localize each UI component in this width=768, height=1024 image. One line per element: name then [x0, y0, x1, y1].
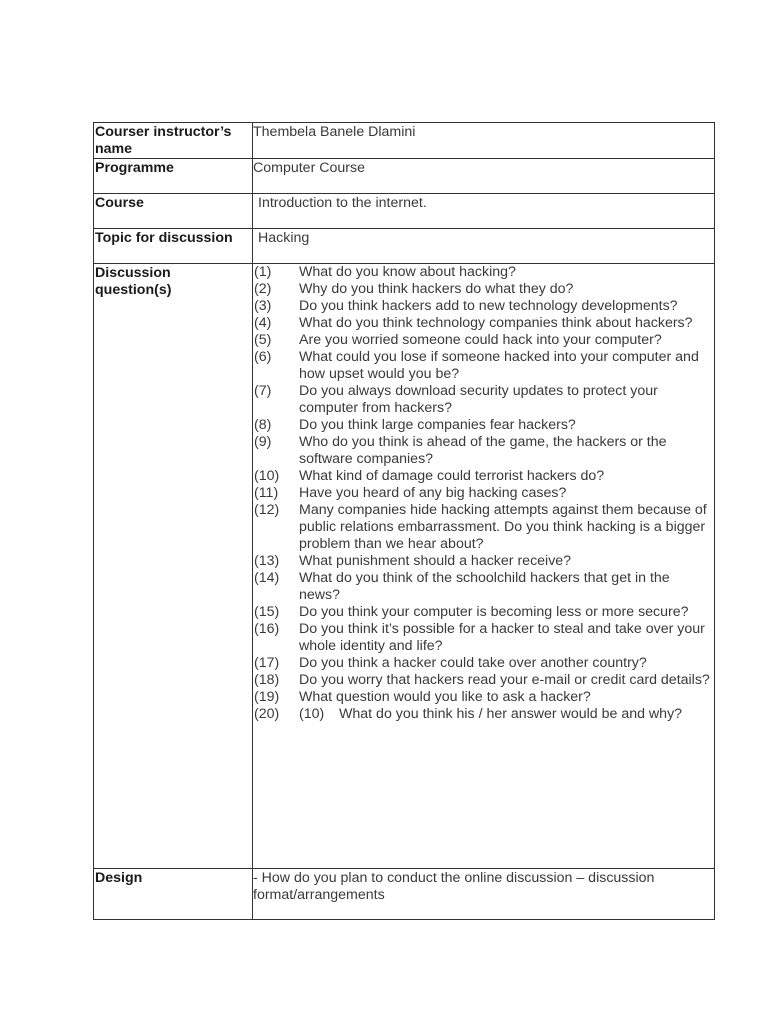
- question-number: (13): [254, 553, 280, 569]
- question-text: Who do you think is ahead of the game, the hackers or the software companies?: [299, 434, 667, 467]
- question-text: What do you know about hacking?: [299, 264, 516, 280]
- question-text: What kind of damage could terrorist hackers do?: [299, 468, 605, 484]
- question-number: (6): [254, 349, 272, 365]
- question-text: Do you think large companies fear hackers?: [299, 417, 576, 433]
- question-number: (7): [254, 383, 272, 399]
- question-item: [253, 264, 712, 281]
- design-label: Design: [94, 869, 253, 920]
- question-text: Do you always download security updates to protect your computer from hackers?: [299, 383, 658, 416]
- question-item: [253, 383, 712, 417]
- question-item: [253, 553, 712, 570]
- question-item: [253, 502, 712, 553]
- question-item: [253, 349, 712, 383]
- question-number: (14): [254, 570, 280, 586]
- question-text: What do you think of the schoolchild hackers that get in the news?: [299, 570, 670, 603]
- question-item: [253, 485, 712, 502]
- question-text: Do you think your computer is becoming less or more secure?: [299, 604, 689, 620]
- question-item: [253, 621, 712, 655]
- instructor-label: Courser instructor’s name: [94, 123, 253, 159]
- question-number: (18): [254, 672, 280, 688]
- question-number: (5): [254, 332, 272, 348]
- question-text: Have you heard of any big hacking cases?: [299, 485, 567, 501]
- question-item: [253, 655, 712, 672]
- topic-row: [94, 229, 715, 264]
- question-number: (11): [254, 485, 279, 501]
- question-item: [253, 468, 712, 485]
- question-item: [253, 298, 712, 315]
- question-item: [253, 570, 712, 604]
- course-plan-table: [93, 122, 715, 920]
- course-row: [94, 194, 715, 229]
- question-text: What do you think technology companies think about hackers?: [299, 315, 693, 331]
- question-text: What punishment should a hacker receive?: [299, 553, 572, 569]
- question-list: [253, 264, 712, 723]
- programme-label: Programme: [94, 159, 253, 194]
- instructor-name: Thembela Banele Dlamini: [253, 123, 715, 159]
- question-item: [253, 332, 712, 349]
- question-text: Are you worried someone could hack into your computer?: [299, 332, 662, 348]
- design-value: - How do you plan to conduct the online discussion – discussion format/arrangements: [253, 869, 715, 920]
- design-row: [94, 869, 715, 920]
- instructor-row: [94, 123, 715, 159]
- question-item: [253, 281, 712, 298]
- question-number: (15): [254, 604, 280, 620]
- question-text: What do you think his / her answer would be and why?: [339, 706, 683, 722]
- programme-row: [94, 159, 715, 194]
- question-number: (17): [254, 655, 280, 671]
- programme-value: Computer Course: [253, 159, 715, 194]
- question-item: [253, 604, 712, 621]
- question-number: (2): [254, 281, 272, 297]
- question-number: (20): [254, 706, 280, 722]
- question-number: (10): [254, 468, 280, 484]
- topic-label: Topic for discussion: [94, 229, 253, 264]
- question-text: Do you worry that hackers read your e-mail or credit card details?: [299, 672, 710, 688]
- question-number: (19): [254, 689, 280, 705]
- question-number: (1): [254, 264, 272, 280]
- question-text: Why do you think hackers do what they do?: [299, 281, 574, 297]
- question-item: [253, 689, 712, 706]
- discussion-row: [94, 264, 715, 869]
- course-value: Introduction to the internet.: [258, 195, 427, 211]
- question-number: (3): [254, 298, 272, 314]
- question-text: What question would you like to ask a hacker?: [299, 689, 591, 705]
- question-number: (8): [254, 417, 272, 433]
- question-text: What could you lose if someone hacked into your computer and how upset would you be?: [299, 349, 699, 382]
- question-text: Many companies hide hacking attempts against them because of public relations embarrassment. Do you think hacking is a bigger problem than we hear about?: [299, 502, 707, 552]
- question-sub-number: (10): [299, 706, 325, 722]
- question-text: Do you think hackers add to new technology developments?: [299, 298, 678, 314]
- question-text: Do you think it’s possible for a hacker to steal and take over your whole identity and life?: [299, 621, 705, 654]
- question-item: [253, 706, 712, 723]
- question-item: [253, 315, 712, 332]
- question-number: (4): [254, 315, 272, 331]
- topic-value: Hacking: [258, 230, 310, 246]
- question-item: [253, 417, 712, 434]
- question-number: (9): [254, 434, 272, 450]
- question-number: (12): [254, 502, 280, 518]
- question-item: [253, 434, 712, 468]
- question-item: [253, 672, 712, 689]
- course-label: Course: [94, 194, 253, 229]
- question-text: Do you think a hacker could take over another country?: [299, 655, 647, 671]
- discussion-label: Discussion question(s): [94, 264, 253, 869]
- question-number: (16): [254, 621, 280, 637]
